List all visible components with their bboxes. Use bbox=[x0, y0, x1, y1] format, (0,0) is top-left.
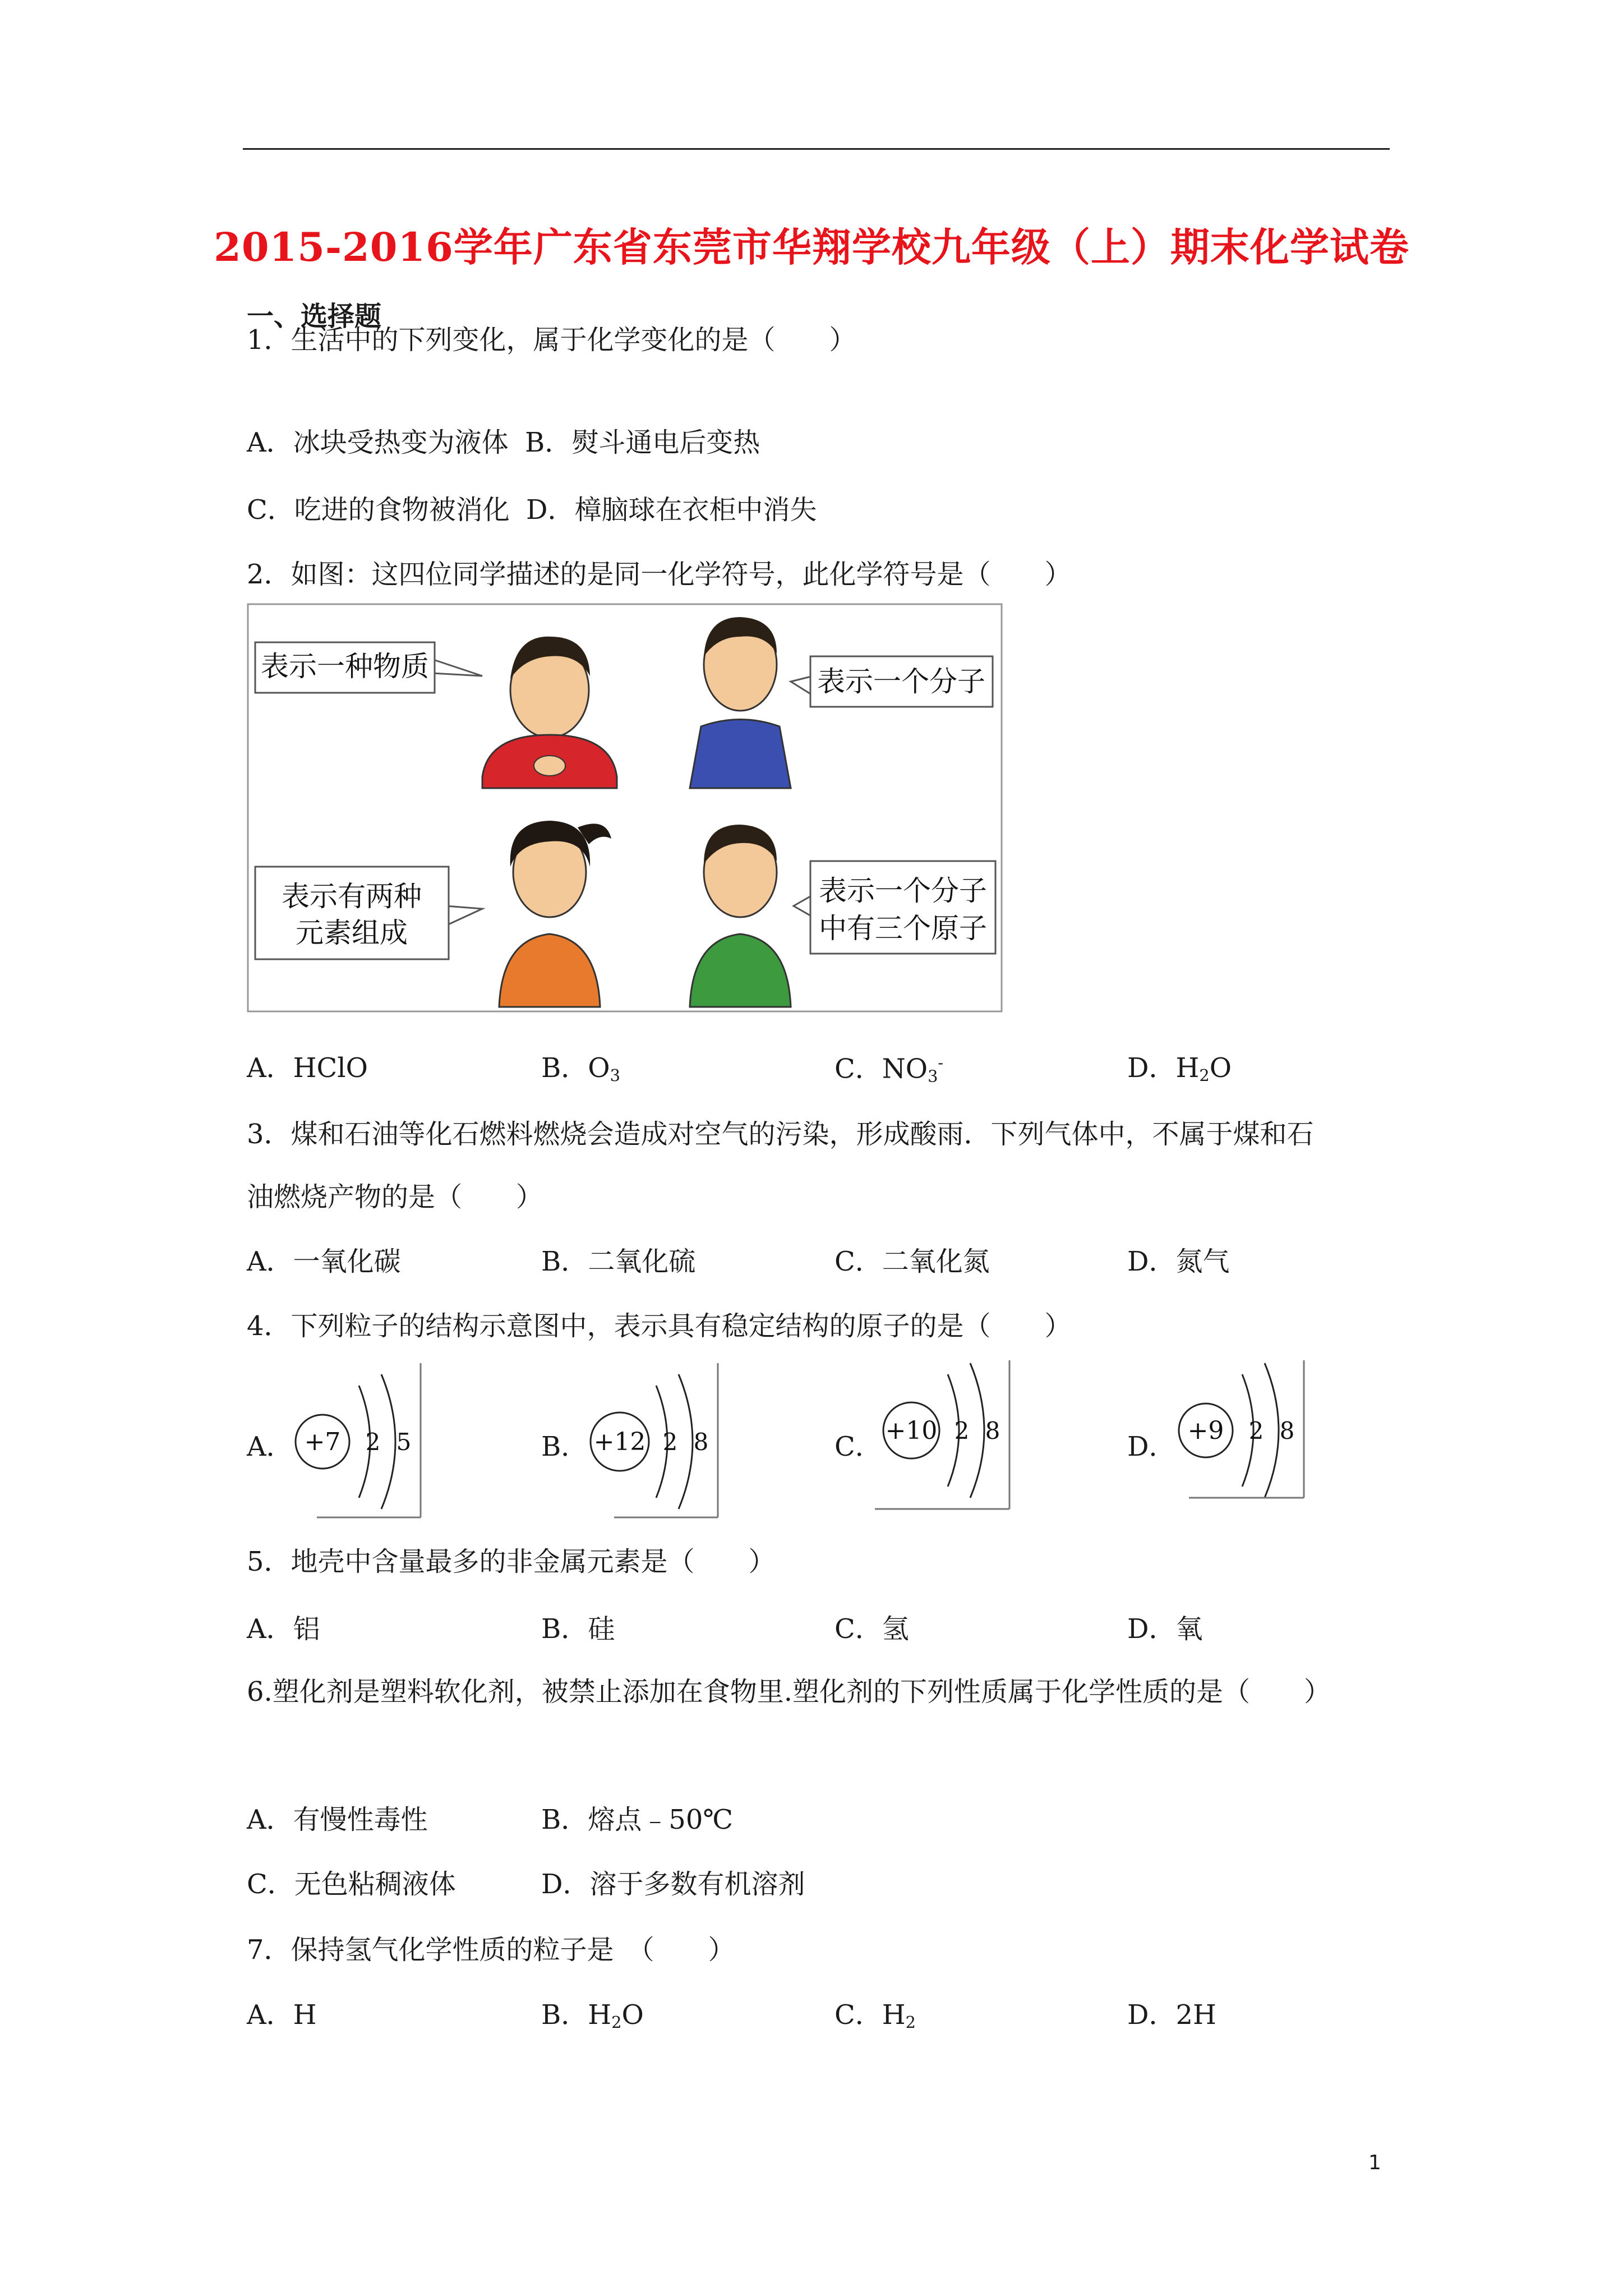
q5-option-b: B．硅 bbox=[541, 1613, 615, 1645]
header-rule bbox=[243, 148, 1390, 150]
q3-stem-line1: 3．煤和石油等化石燃料燃烧会造成对空气的污染，形成酸雨．下列气体中，不属于煤和石 bbox=[247, 1119, 1314, 1150]
svg-text:8: 8 bbox=[693, 1428, 709, 1456]
q3-stem-line2: 油燃烧产物的是（ ） bbox=[247, 1181, 543, 1213]
svg-text:+9: +9 bbox=[1187, 1416, 1224, 1445]
speech-bubble-2 bbox=[791, 656, 993, 707]
svg-text:2: 2 bbox=[1248, 1417, 1264, 1444]
svg-text:5: 5 bbox=[396, 1428, 412, 1456]
q6-option-c: C．无色粘稠液体 bbox=[247, 1869, 456, 1900]
atom-diagram-d bbox=[1166, 1358, 1312, 1526]
svg-text:2: 2 bbox=[954, 1417, 970, 1444]
svg-text:+12: +12 bbox=[593, 1428, 646, 1456]
bubble-4-text-line1: 表示一个分子 bbox=[819, 875, 987, 907]
q1-options-row2 bbox=[247, 494, 817, 526]
q3-option-a: A．一氧化碳 bbox=[247, 1246, 401, 1277]
q5-stem: 5．地壳中含量最多的非金属元素是（ ） bbox=[247, 1546, 776, 1577]
q1-stem: 1．生活中的下列变化，属于化学变化的是（ ） bbox=[247, 324, 856, 356]
four-students-figure bbox=[247, 603, 1004, 1013]
q2-option-a: A．HClO bbox=[247, 1052, 368, 1084]
q4-option-d: D． bbox=[1127, 1431, 1176, 1462]
speech-bubble-4 bbox=[794, 861, 995, 954]
q3-option-d: D．氮气 bbox=[1127, 1246, 1230, 1277]
q2-option-c: C．$NO_3^-$ bbox=[834, 1053, 944, 1086]
speech-bubble-3 bbox=[255, 867, 482, 959]
q4-option-c: C． bbox=[834, 1431, 882, 1462]
q7-option-b: B．$H_2O$ bbox=[541, 1999, 644, 2032]
atom-diagram-c bbox=[872, 1358, 1018, 1526]
bubble-3-text-line1: 表示有两种 bbox=[282, 880, 422, 913]
q2-option-b: B．$O_3$ bbox=[541, 1052, 620, 1085]
q4-option-a: A． bbox=[247, 1431, 293, 1462]
svg-text:8: 8 bbox=[1279, 1417, 1295, 1444]
q7-option-a: A．H bbox=[247, 1999, 317, 2031]
q1-options-row1 bbox=[247, 429, 760, 456]
q5-option-d: D．氧 bbox=[1127, 1613, 1203, 1645]
q5-option-a: A．铝 bbox=[247, 1613, 320, 1645]
q1-option-c: C．吃进的食物被消化 bbox=[247, 494, 510, 526]
svg-text:2: 2 bbox=[365, 1428, 381, 1456]
page-title: 2015-2016学年广东省东莞市华翔学校九年级（上）期末化学试卷 bbox=[214, 224, 1409, 270]
q6-stem: 6.塑化剂是塑料软化剂，被禁止添加在食物里.塑化剂的下列性质属于化学性质的是（ ） bbox=[247, 1676, 1331, 1708]
q7-option-d: D．2H bbox=[1127, 1999, 1216, 2031]
q6-option-d: D．溶于多数有机溶剂 bbox=[541, 1869, 805, 1900]
q4-stem: 4．下列粒子的结构示意图中，表示具有稳定结构的原子的是（ ） bbox=[247, 1310, 1072, 1342]
q1-option-b: B．熨斗通电后变热 bbox=[524, 427, 760, 458]
q1-option-a: A．冰块受热变为液体 bbox=[247, 427, 509, 458]
svg-text:8: 8 bbox=[985, 1417, 1000, 1444]
q6-option-b: B．熔点﹣50℃ bbox=[541, 1804, 734, 1835]
bubble-1-text: 表示一种物质 bbox=[261, 650, 429, 683]
section-title: 一、选择题 bbox=[247, 301, 382, 332]
q6-option-a: A．有慢性毒性 bbox=[247, 1804, 428, 1835]
bubble-2-text: 表示一个分子 bbox=[817, 665, 985, 698]
q2-option-d: D．$H_2O$ bbox=[1127, 1052, 1232, 1085]
page-number: 1 bbox=[1368, 2151, 1381, 2174]
q3-option-c: C．二氧化氮 bbox=[834, 1246, 990, 1277]
q5-option-c: C．氢 bbox=[834, 1613, 909, 1645]
q7-option-c: C．$H_2$ bbox=[834, 1999, 916, 2032]
q1-option-d: D．樟脑球在衣柜中消失 bbox=[526, 494, 817, 526]
q2-stem: 2．如图：这四位同学描述的是同一化学符号，此化学符号是（ ） bbox=[247, 559, 1072, 590]
svg-text:+10: +10 bbox=[885, 1416, 938, 1445]
atom-diagram-a bbox=[283, 1358, 429, 1526]
svg-text:+7: +7 bbox=[304, 1428, 341, 1456]
q3-option-b: B．二氧化硫 bbox=[541, 1246, 696, 1277]
q4-option-b: B． bbox=[541, 1431, 588, 1462]
svg-text:2: 2 bbox=[662, 1428, 678, 1456]
bubble-3-text-line2: 元素组成 bbox=[296, 917, 408, 949]
q7-stem: 7．保持氢气化学性质的粒子是 （ ） bbox=[247, 1934, 735, 1966]
atom-diagram-b bbox=[580, 1358, 726, 1526]
bubble-4-text-line2: 中有三个原子 bbox=[819, 912, 987, 945]
